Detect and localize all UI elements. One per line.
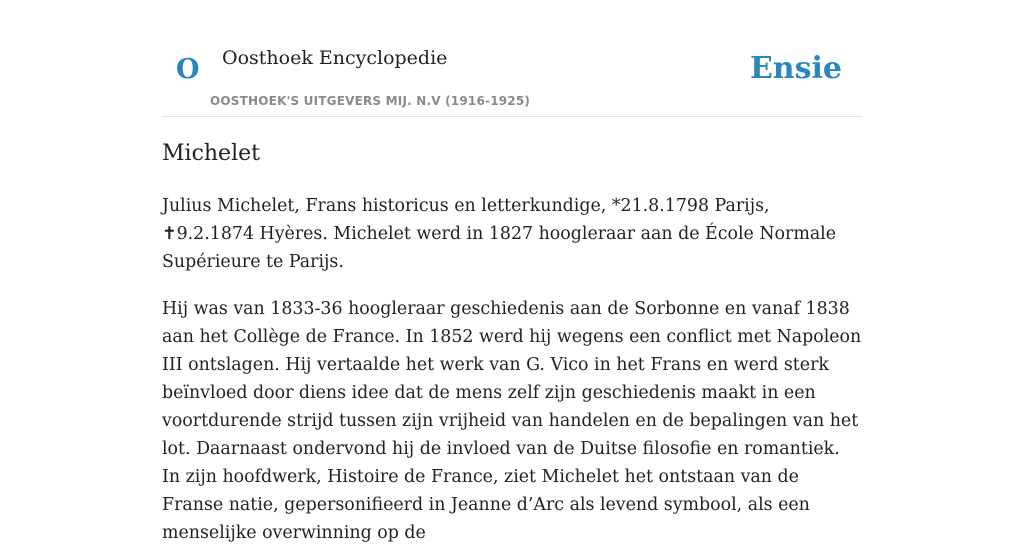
entry-paragraph-2: Hij was van 1833-36 hoogleraar geschiedenis aan de Sorbonne en vanaf 1838 aan het Collège de France. In 1852 werd hij wegens een conflict met Napoleon III ontslagen. Hij vertaalde het werk van G. Vico in het Frans en werd sterk beïnvloed door diens idee dat de mens zelf zijn geschiedenis maakt in een voortdurende strijd tussen zijn vrijheid van handelen en de bepalingen van het lot. Daarnaast ondervond hij de invloed van de Duitse filosofie en romantiek. In zijn hoofdwerk, Histoire de France, ziet Michelet het ontstaan van de Franse natie, gepersonifieerd in Jeanne d’Arc als levend symbool, als een menselijke overwinning op de xyxy=(162,299,862,543)
brand-logo-link[interactable]: Ensie xyxy=(749,51,842,86)
site-subtitle: OOSTHOEK'S UITGEVERS MIJ. N.V (1916-1925) xyxy=(210,94,531,108)
entry-title: Michelet xyxy=(162,141,260,166)
entry-paragraph-1: Julius Michelet, Frans historicus en letterkundige, *21.8.1798 Parijs, ✝9.2.1874 Hyères. Michelet werd in 1827 hoogleraar aan de École Normale Supérieure te Parijs. xyxy=(162,196,837,272)
entry-content xyxy=(162,136,862,547)
site-header xyxy=(162,0,862,117)
logo-icon[interactable]: O xyxy=(176,54,200,85)
site-title[interactable]: Oosthoek Encyclopedie xyxy=(222,47,448,69)
